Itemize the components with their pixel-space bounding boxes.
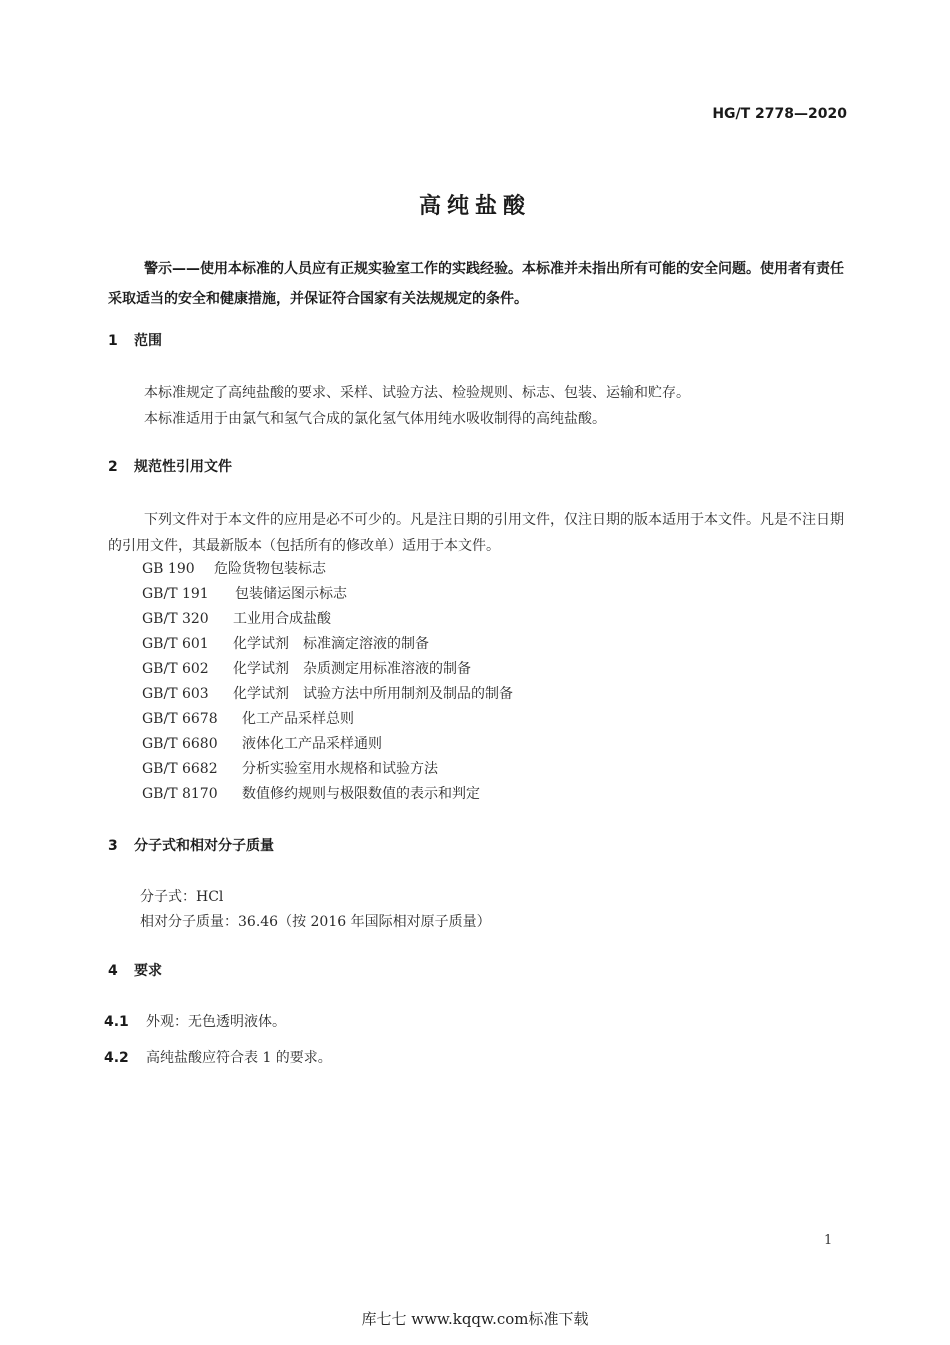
section-number: 1 — [108, 333, 118, 349]
references-intro: 下列文件对于本文件的应用是必不可少的。凡是注日期的引用文件，仅注日期的版本适用于本文件。凡是不注日期的引用文件，其最新版本（包括所有的修改单）适用于本文件。 — [108, 512, 844, 554]
clause-number: 4.2 — [104, 1050, 129, 1066]
reference-code: GB/T 191 — [142, 586, 209, 602]
molecular-formula: 分子式：HCl — [140, 889, 224, 905]
section-title: 规范性引用文件 — [134, 459, 232, 475]
reference-code: GB/T 6680 — [142, 736, 218, 752]
section-heading-formula — [108, 835, 274, 855]
section-heading-scope — [108, 330, 162, 350]
reference-code: GB/T 320 — [142, 611, 209, 627]
reference-title: 化工产品采样总则 — [242, 711, 354, 727]
reference-item — [142, 558, 326, 578]
reference-title: 包装储运图示标志 — [235, 586, 347, 602]
reference-item — [142, 658, 471, 678]
reference-code: GB 190 — [142, 561, 195, 577]
section-heading-normative-references — [108, 456, 232, 476]
warning-notice: 警示——使用本标准的人员应有正规实验室工作的实践经验。本标准并未指出所有可能的安全问题。使用者有责任采取适当的安全和健康措施，并保证符合国家有关法规规定的条件。 — [108, 261, 844, 307]
section-heading-requirements — [108, 960, 162, 980]
section-title: 分子式和相对分子质量 — [134, 838, 274, 854]
clause-appearance — [104, 1011, 286, 1031]
reference-title: 危险货物包装标志 — [214, 561, 326, 577]
reference-code: GB/T 6678 — [142, 711, 218, 727]
clause-table-requirement — [104, 1047, 332, 1067]
reference-code: GB/T 6682 — [142, 761, 218, 777]
reference-code: GB/T 602 — [142, 661, 209, 677]
section-title: 范围 — [134, 333, 162, 349]
section-number: 2 — [108, 459, 118, 475]
reference-code: GB/T 8170 — [142, 786, 218, 802]
molecular-mass: 相对分子质量：36.46（按 2016 年国际相对原子质量） — [140, 914, 491, 930]
scope-paragraph: 本标准规定了高纯盐酸的要求、采样、试验方法、检验规则、标志、包装、运输和贮存。 — [144, 385, 690, 401]
reference-item — [142, 683, 513, 703]
reference-item — [142, 783, 480, 803]
reference-item — [142, 583, 347, 603]
clause-number: 4.1 — [104, 1014, 129, 1030]
reference-item — [142, 708, 354, 728]
page-number: 1 — [824, 1233, 833, 1248]
clause-text: 高纯盐酸应符合表 1 的要求。 — [146, 1050, 332, 1066]
reference-title: 化学试剂 试验方法中所用制剂及制品的制备 — [233, 686, 513, 702]
reference-title: 工业用合成盐酸 — [233, 611, 331, 627]
reference-item — [142, 633, 429, 653]
section-title: 要求 — [134, 963, 162, 979]
reference-title: 化学试剂 杂质测定用标准溶液的制备 — [233, 661, 471, 677]
section-number: 3 — [108, 838, 118, 854]
section-number: 4 — [108, 963, 118, 979]
document-title: 高纯盐酸 — [418, 194, 531, 219]
reference-title: 液体化工产品采样通则 — [242, 736, 382, 752]
reference-title: 数值修约规则与极限数值的表示和判定 — [242, 786, 480, 802]
scope-paragraph: 本标准适用于由氯气和氢气合成的氯化氢气体用纯水吸收制得的高纯盐酸。 — [144, 411, 606, 427]
standard-number: HG/T 2778—2020 — [712, 106, 847, 122]
clause-text: 外观：无色透明液体。 — [146, 1014, 286, 1030]
reference-title: 化学试剂 标准滴定溶液的制备 — [233, 636, 429, 652]
reference-code: GB/T 603 — [142, 686, 209, 702]
reference-item — [142, 758, 438, 778]
reference-item — [142, 733, 382, 753]
footer-watermark: 库七七 www.kqqw.com标准下载 — [361, 1310, 589, 1328]
reference-item — [142, 608, 331, 628]
reference-code: GB/T 601 — [142, 636, 209, 652]
reference-title: 分析实验室用水规格和试验方法 — [242, 761, 438, 777]
